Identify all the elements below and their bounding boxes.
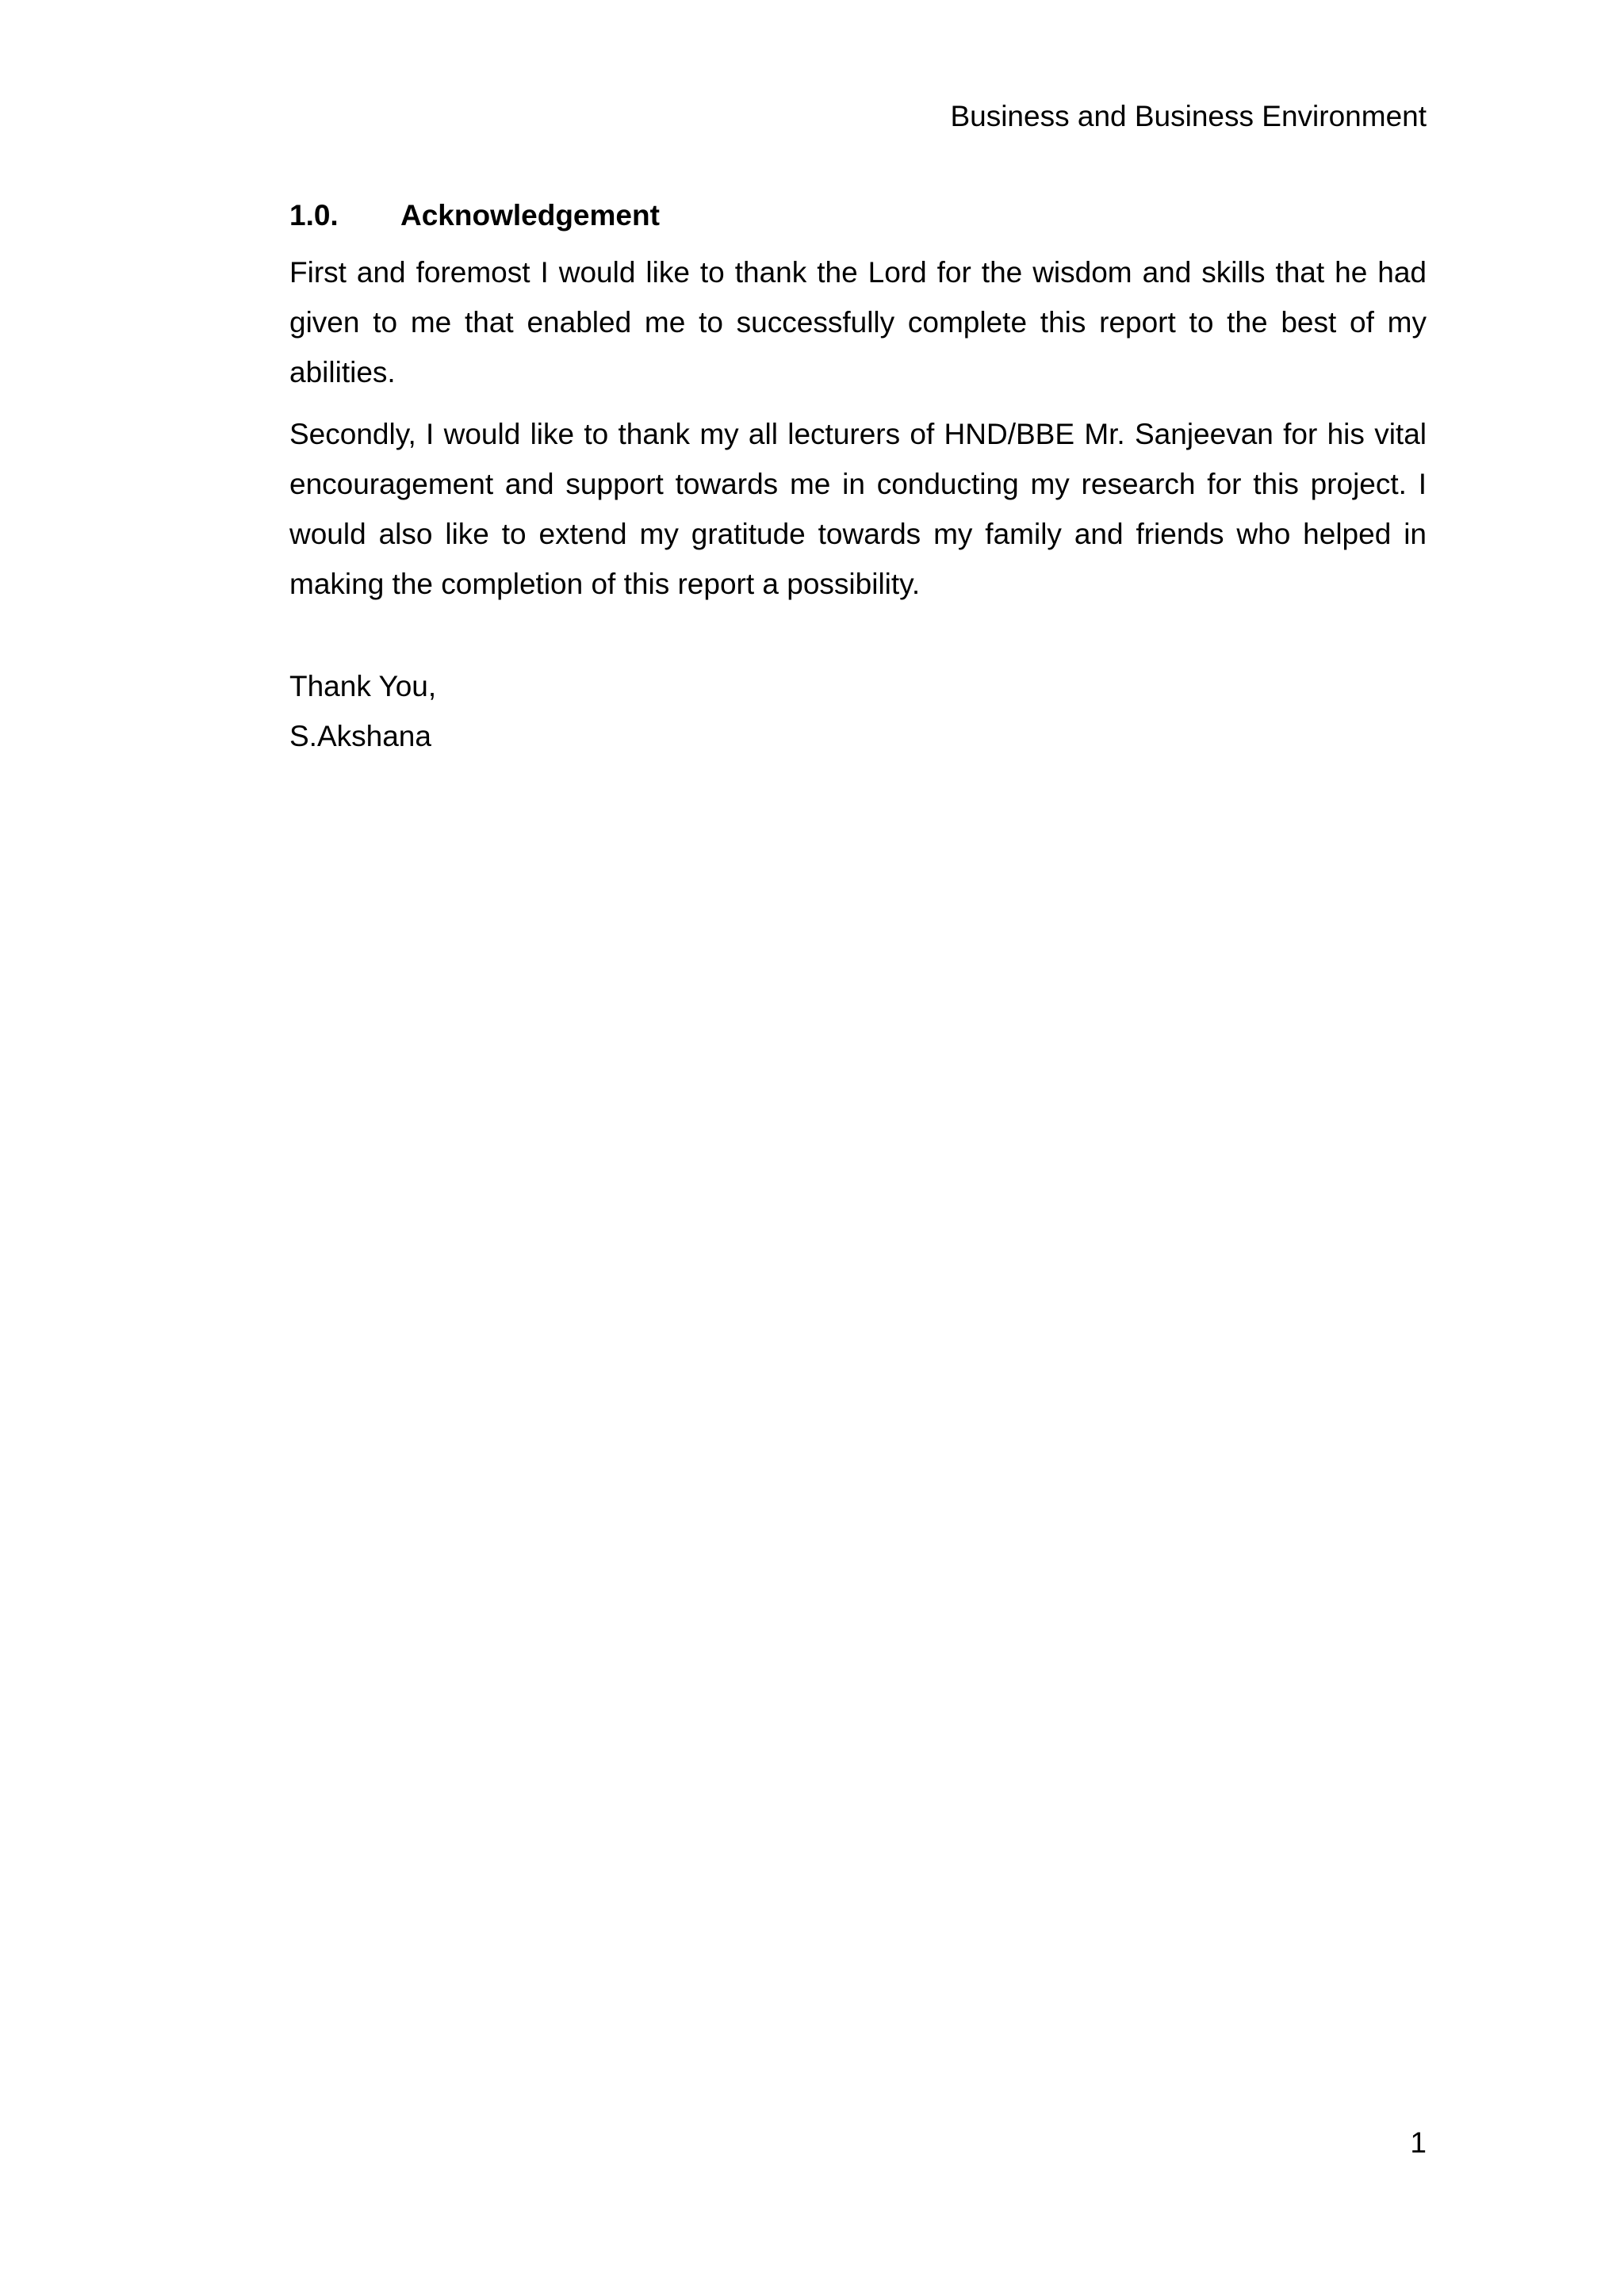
content-area (289, 198, 1427, 761)
section-heading (289, 198, 1427, 233)
text-line: given to me that enabled me to successfully complete this report to the best of my (289, 306, 1427, 339)
section-title: Acknowledgement (400, 199, 660, 232)
text-line: First and foremost I would like to thank the Lord for the wisdom and skills that he had (289, 256, 1427, 289)
text-line: encouragement and support towards me in conducting my research for this project. I (289, 468, 1427, 500)
section-number: 1.0. (289, 199, 339, 232)
closing-thank-you: Thank You, (289, 670, 437, 702)
text-line: abilities. (289, 356, 396, 388)
closing-signature: S.Akshana (289, 720, 431, 752)
running-header: Business and Business Environment (950, 100, 1427, 132)
text-line: would also like to extend my gratitude towards my family and friends who helped in (289, 518, 1427, 550)
text-line: making the completion of this report a possibility. (289, 568, 921, 600)
text-line: Secondly, I would like to thank my all lecturers of HND/BBE Mr. Sanjeevan for his vital (289, 418, 1427, 450)
paragraphs (289, 247, 1427, 609)
paragraph (289, 409, 1427, 609)
paragraph (289, 247, 1427, 397)
page-number: 1 (1410, 2126, 1427, 2159)
closing-block (289, 661, 1427, 761)
